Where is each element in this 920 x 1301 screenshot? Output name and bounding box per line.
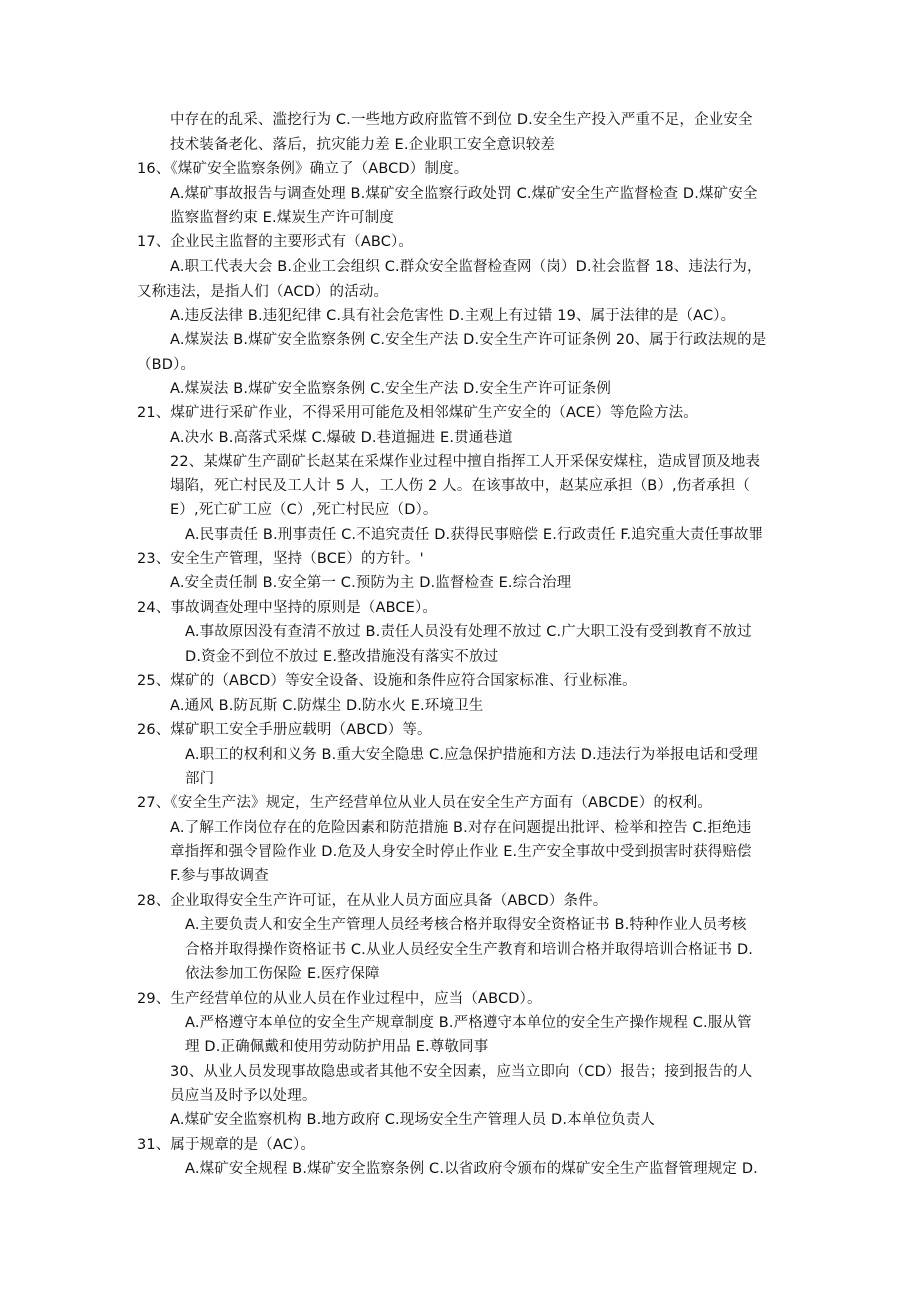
text-line: A.煤炭法 B.煤矿安全监察条例 C.安全生产法 D.安全生产许可证条例 (170, 381, 612, 397)
text-line: A.煤矿安全监察机构 B.地方政府 C.现场安全生产管理人员 D.本单位负责人 (170, 1112, 656, 1128)
text-line: A.事故原因没有查清不放过 B.责任人员没有处理不放过 C.广大职工没有受到教育不放过 (185, 624, 752, 640)
text-line: A.决水 B.高落式采煤 C.爆破 D.巷道掘进 E.贯通巷道 (170, 430, 513, 446)
text-line: 塌陷，死亡村民及工人计 5 人，工人伤 2 人。在该事故中，赵某应承担（B）,伤者承担（ (170, 478, 751, 494)
text-line: 监察监督约束 E.煤炭生产许可制度 (170, 210, 394, 226)
text-line: A.民事责任 B.刑事责任 C.不追究责任 D.获得民事赔偿 E.行政责任 F.追究重大责任事故罪 (185, 527, 764, 543)
text-line: A.煤矿安全规程 B.煤矿安全监察条例 C.以省政府令颁布的煤矿安全生产监督管理规定 D. (185, 1161, 758, 1177)
text-line: A.违反法律 B.违犯纪律 C.具有社会危害性 D.主观上有过错 19、属于法律的是（AC）。 (170, 308, 736, 324)
text-line: A.职工代表大会 B.企业工会组织 C.群众安全监督检查网（岗）D.社会监督 18、违法行为， (170, 259, 762, 275)
question-16: 16、《煤矿安全监察条例》确立了（ABCD）制度。 (137, 161, 469, 177)
text-line: 员应当及时予以处理。 (170, 1088, 317, 1104)
text-line: A.主要负责人和安全生产管理人员经考核合格并取得安全资格证书 B.特种作业人员考核 (185, 917, 747, 933)
question-30: 30、从业人员发现事故隐患或者其他不安全因素，应当立即向（CD）报告；接到报告的人 (170, 1064, 753, 1080)
question-26: 26、煤矿职工安全手册应载明（ABCD）等。 (137, 722, 432, 738)
text-line: 中存在的乱采、滥挖行为 C.一些地方政府监管不到位 D.安全生产投入严重不足，企业安全 (170, 112, 753, 128)
text-line: F.参与事故调查 (170, 868, 269, 884)
text-line: A.通风 B.防瓦斯 C.防煤尘 D.防水火 E.环境卫生 (170, 698, 484, 714)
text-line: 合格并取得操作资格证书 C.从业人员经安全生产教育和培训合格并取得培训合格证书 D. (185, 942, 754, 958)
question-27: 27、《安全生产法》规定，生产经营单位从业人员在安全生产方面有（ABCDE）的权利。 (137, 795, 713, 811)
text-line: 章指挥和强令冒险作业 D.危及人身安全时停止作业 E.生产安全事故中受到损害时获得赔偿 (170, 844, 752, 860)
text-line: A.煤矿事故报告与调查处理 B.煤矿安全监察行政处罚 C.煤矿安全生产监督检查 D.煤矿安全 (170, 186, 758, 202)
text-line: E）,死亡矿工应（C）,死亡村民应（D）。 (170, 502, 438, 518)
question-17: 17、企业民主监督的主要形式有（ABC）。 (137, 234, 414, 250)
text-line: 部门 (185, 771, 215, 787)
question-31: 31、属于规章的是（AC）。 (137, 1137, 316, 1153)
question-29: 29、生产经营单位的从业人员在作业过程中，应当（ABCD）。 (137, 991, 542, 1007)
question-23: 23、安全生产管理，坚持（BCE）的方针。' (137, 551, 424, 567)
question-28: 28、企业取得安全生产许可证，在从业人员方面应具备（ABCD）条件。 (137, 893, 608, 909)
text-line: A.严格遵守本单位的安全生产规章制度 B.严格遵守本单位的安全生产操作规程 C.服从管 (185, 1015, 752, 1031)
text-line: （BD）。 (137, 357, 196, 373)
text-line: D.资金不到位不放过 E.整改措施没有落实不放过 (185, 649, 499, 665)
text-line: A.了解工作岗位存在的危险因素和防范措施 B.对存在问题提出批评、检举和控告 C.拒绝违 (170, 820, 752, 836)
text-line: 理 D.正确佩戴和使用劳动防护用品 E.尊敬同事 (185, 1039, 489, 1055)
question-22: 22、某煤矿生产副矿长赵某在采煤作业过程中擅自指挥工人开采保安煤柱，造成冒顶及地表 (170, 454, 761, 470)
question-24: 24、事故调查处理中坚持的原则是（ABCE）。 (137, 600, 438, 616)
text-line: 又称违法，是指人们（ACD）的活动。 (137, 284, 389, 300)
text-line: A.煤炭法 B.煤矿安全监察条例 C.安全生产法 D.安全生产许可证条例 20、属于行政法规的是 (170, 332, 767, 348)
question-25: 25、煤矿的（ABCD）等安全设备、设施和条件应符合国家标准、行业标准。 (137, 673, 637, 689)
text-line: A.职工的权利和义务 B.重大安全隐患 C.应急保护措施和方法 D.违法行为举报电话和受理 (185, 747, 758, 763)
text-line: 技术装备老化、落后，抗灾能力差 E.企业职工安全意识较差 (170, 137, 556, 153)
question-21: 21、煤矿进行采矿作业，不得采用可能危及相邻煤矿生产安全的（ACE）等危险方法。 (137, 405, 698, 421)
text-line: A.安全责任制 B.安全第一 C.预防为主 D.监督检查 E.综合治理 (170, 575, 572, 591)
text-line: 依法参加工伤保险 E.医疗保障 (185, 966, 380, 982)
